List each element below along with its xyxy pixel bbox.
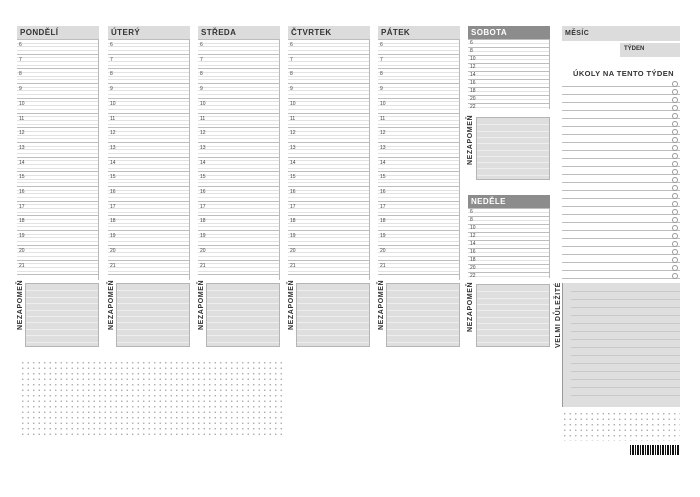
- hour-number: 7: [290, 56, 293, 63]
- week-label: TÝDEN: [624, 46, 645, 52]
- hour-number: 10: [200, 100, 206, 107]
- hour-number: 12: [200, 130, 206, 137]
- hour-number: 20: [19, 247, 25, 254]
- hour-number: 9: [200, 86, 203, 93]
- hour-number: 15: [200, 174, 206, 181]
- nezapomen-label: NEZAPOMEŇ: [288, 279, 295, 330]
- weekend-nezapomen-box: [476, 284, 550, 347]
- hour-number: 18: [470, 88, 476, 94]
- hour-number: 14: [470, 241, 476, 247]
- dot-grid-small: [562, 411, 680, 441]
- hour-lines: [17, 39, 99, 280]
- day-header: PONDĚLÍ: [17, 26, 99, 39]
- month-label: MĚSÍC: [562, 26, 680, 41]
- hour-number: 10: [290, 100, 296, 107]
- hour-number: 18: [19, 218, 25, 225]
- hour-number: 16: [19, 189, 25, 195]
- hour-number: 21: [19, 262, 25, 269]
- hour-number: 16: [110, 189, 116, 195]
- hour-number: 16: [290, 189, 296, 195]
- barcode: [630, 445, 680, 455]
- task-checkbox[interactable]: [672, 145, 678, 151]
- hour-number: 15: [290, 174, 296, 181]
- hour-number: 13: [110, 144, 116, 151]
- hour-number: 15: [110, 174, 116, 181]
- hour-number: 14: [19, 159, 25, 166]
- hour-number: 14: [200, 159, 206, 166]
- nezapomen-box: [386, 283, 460, 347]
- hour-number: 8: [380, 71, 383, 78]
- tasks-title: ÚKOLY NA TENTO TÝDEN: [573, 69, 674, 78]
- task-checkbox[interactable]: [672, 113, 678, 119]
- hour-number: 12: [380, 130, 386, 137]
- task-checkbox[interactable]: [672, 185, 678, 191]
- hour-number: 6: [470, 209, 473, 215]
- task-checkbox[interactable]: [672, 105, 678, 111]
- hour-number: 20: [470, 265, 476, 271]
- dot-grid-notes: [20, 360, 282, 438]
- weekend-day: [468, 26, 550, 109]
- hour-number: 12: [470, 233, 476, 239]
- tasks-list: [562, 80, 680, 282]
- day-header: STŘEDA: [198, 26, 280, 39]
- task-checkbox[interactable]: [672, 97, 678, 103]
- hour-number: 18: [200, 218, 206, 225]
- hour-lines: [108, 39, 190, 280]
- task-checkbox[interactable]: [672, 273, 678, 279]
- weekend-nezapomen-box: [476, 117, 550, 180]
- very-important-box: [562, 283, 680, 407]
- week-box: [620, 43, 680, 57]
- hour-number: 14: [290, 159, 296, 166]
- hour-number: 13: [380, 144, 386, 151]
- hour-number: 10: [470, 225, 476, 231]
- task-checkbox[interactable]: [672, 89, 678, 95]
- hour-number: 20: [470, 96, 476, 102]
- hour-number: 16: [380, 189, 386, 195]
- hour-number: 6: [290, 42, 293, 48]
- hour-number: 19: [19, 233, 25, 240]
- hour-number: 12: [470, 64, 476, 70]
- hour-number: 7: [110, 56, 113, 63]
- hour-number: 6: [19, 42, 22, 48]
- task-checkbox[interactable]: [672, 241, 678, 247]
- task-checkbox[interactable]: [672, 153, 678, 159]
- task-checkbox[interactable]: [672, 225, 678, 231]
- nezapomen-label: NEZAPOMEŇ: [198, 279, 205, 330]
- hour-number: 22: [470, 273, 476, 279]
- hour-number: 11: [380, 115, 386, 122]
- task-checkbox[interactable]: [672, 177, 678, 183]
- hour-number: 9: [110, 86, 113, 93]
- hour-number: 11: [19, 115, 25, 122]
- day-column: [288, 26, 370, 280]
- weekend-hours: [468, 39, 550, 109]
- hour-number: 17: [380, 203, 386, 210]
- day-header: ČTVRTEK: [288, 26, 370, 39]
- hour-number: 16: [470, 80, 476, 86]
- hour-number: 12: [110, 130, 116, 137]
- task-checkbox[interactable]: [672, 201, 678, 207]
- nezapomen-label: NEZAPOMEŇ: [378, 279, 385, 330]
- hour-number: 19: [380, 233, 386, 240]
- weekend-header: SOBOTA: [468, 26, 550, 39]
- hour-number: 11: [110, 115, 116, 122]
- hour-number: 18: [290, 218, 296, 225]
- hour-number: 6: [470, 40, 473, 46]
- task-checkbox[interactable]: [672, 169, 678, 175]
- hour-number: 11: [200, 115, 206, 122]
- hour-number: 8: [110, 71, 113, 78]
- month-header: [562, 26, 680, 41]
- hour-number: 10: [470, 56, 476, 62]
- hour-number: 8: [200, 71, 203, 78]
- task-checkbox[interactable]: [672, 257, 678, 263]
- hour-number: 21: [290, 262, 296, 269]
- day-column: [17, 26, 99, 280]
- hour-number: 16: [200, 189, 206, 195]
- hour-number: 20: [200, 247, 206, 254]
- hour-number: 6: [200, 42, 203, 48]
- hour-number: 8: [290, 71, 293, 78]
- task-checkbox[interactable]: [672, 81, 678, 87]
- nezapomen-box: [296, 283, 370, 347]
- hour-number: 12: [290, 130, 296, 137]
- hour-lines: [378, 39, 460, 280]
- hour-number: 21: [200, 262, 206, 269]
- hour-number: 18: [380, 218, 386, 225]
- hour-number: 8: [470, 48, 473, 54]
- hour-number: 13: [290, 144, 296, 151]
- nezapomen-label: NEZAPOMEŇ: [17, 279, 24, 330]
- hour-number: 15: [19, 174, 25, 181]
- hour-number: 12: [19, 130, 25, 137]
- hour-lines: [198, 39, 280, 280]
- hour-number: 14: [470, 72, 476, 78]
- weekend-header: NEDĚLE: [468, 195, 550, 208]
- task-checkbox[interactable]: [672, 265, 678, 271]
- hour-number: 22: [470, 104, 476, 110]
- hour-number: 6: [380, 42, 383, 48]
- weekend-day: [468, 195, 550, 278]
- task-checkbox[interactable]: [672, 137, 678, 143]
- task-checkbox[interactable]: [672, 209, 678, 215]
- hour-number: 9: [19, 86, 22, 93]
- hour-number: 17: [200, 203, 206, 210]
- task-checkbox[interactable]: [672, 121, 678, 127]
- hour-lines: [288, 39, 370, 280]
- hour-number: 13: [19, 144, 25, 151]
- hour-number: 17: [110, 203, 116, 210]
- task-checkbox[interactable]: [672, 233, 678, 239]
- hour-number: 18: [470, 257, 476, 263]
- day-column: [198, 26, 280, 280]
- nezapomen-label: NEZAPOMEŇ: [467, 114, 474, 165]
- hour-number: 11: [290, 115, 296, 122]
- nezapomen-label: NEZAPOMEŇ: [467, 281, 474, 332]
- hour-number: 17: [290, 203, 296, 210]
- hour-number: 9: [290, 86, 293, 93]
- hour-number: 10: [110, 100, 116, 107]
- task-checkbox[interactable]: [672, 193, 678, 199]
- task-checkbox[interactable]: [672, 129, 678, 135]
- weekend-hours: [468, 208, 550, 278]
- hour-number: 19: [200, 233, 206, 240]
- hour-number: 18: [110, 218, 116, 225]
- hour-number: 13: [200, 144, 206, 151]
- nezapomen-box: [206, 283, 280, 347]
- day-header: PÁTEK: [378, 26, 460, 39]
- hour-number: 8: [470, 217, 473, 223]
- hour-number: 9: [380, 86, 383, 93]
- hour-number: 8: [19, 71, 22, 78]
- hour-number: 7: [380, 56, 383, 63]
- hour-number: 21: [110, 262, 116, 269]
- hour-number: 15: [380, 174, 386, 181]
- hour-number: 7: [200, 56, 203, 63]
- nezapomen-label: NEZAPOMEŇ: [108, 279, 115, 330]
- hour-number: 19: [290, 233, 296, 240]
- hour-number: 10: [380, 100, 386, 107]
- hour-number: 20: [110, 247, 116, 254]
- hour-number: 20: [290, 247, 296, 254]
- very-important-label: VELMI DŮLEŽITÉ: [555, 282, 562, 348]
- hour-number: 7: [19, 56, 22, 63]
- nezapomen-box: [116, 283, 190, 347]
- day-column: [108, 26, 190, 280]
- nezapomen-box: [25, 283, 99, 347]
- hour-number: 16: [470, 249, 476, 255]
- hour-number: 21: [380, 262, 386, 269]
- task-checkbox[interactable]: [672, 161, 678, 167]
- day-header: ÚTERÝ: [108, 26, 190, 39]
- hour-number: 14: [110, 159, 116, 166]
- hour-number: 10: [19, 100, 25, 107]
- task-checkbox[interactable]: [672, 217, 678, 223]
- hour-number: 20: [380, 247, 386, 254]
- hour-number: 6: [110, 42, 113, 48]
- day-column: [378, 26, 460, 280]
- hour-number: 17: [19, 203, 25, 210]
- hour-number: 19: [110, 233, 116, 240]
- task-checkbox[interactable]: [672, 249, 678, 255]
- hour-number: 14: [380, 159, 386, 166]
